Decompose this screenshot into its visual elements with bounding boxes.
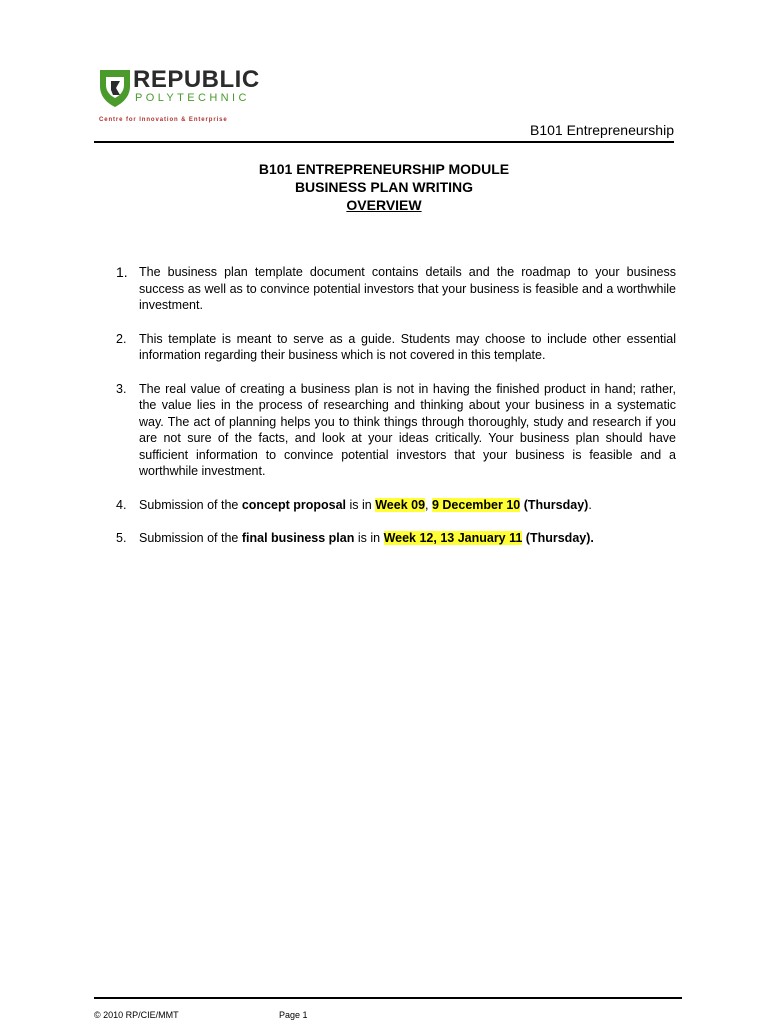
title-line-1: B101 ENTREPRENEURSHIP MODULE — [258, 161, 510, 177]
item-text-mid: is in — [346, 497, 376, 512]
logo-title: REPUBLIC — [133, 66, 260, 93]
logo-tagline: Centre for Innovation & Enterprise — [99, 117, 228, 123]
item-number: 2. — [116, 331, 127, 346]
concept-date-highlight: 9 December 10 — [431, 497, 521, 512]
title-line-2: BUSINESS PLAN WRITING — [294, 179, 474, 195]
list-item — [110, 331, 676, 364]
concept-week-highlight: Week 09 — [375, 497, 426, 512]
item-number: 3. — [116, 381, 127, 396]
item-text: This template is meant to serve as a guide. Students may choose to include other essential information regarding their business which is not covered in this template. — [139, 331, 676, 362]
item-number: 5. — [116, 531, 127, 545]
header-divider — [94, 141, 674, 143]
logo-subtitle: POLYTECHNIC — [135, 92, 250, 104]
item-text: The real value of creating a business plan is not in having the finished product in hand; rather, the value lies in the process of researching and thinking about your business in a systematic way. The act of planning helps you to think things through thoroughly, study and research if you are not sure of the facts, and look at your ideas critically. Your business plan should have sufficient information to convince potential investors that your business is feasible and a worthwhile investment. — [139, 381, 676, 478]
list-item — [110, 497, 676, 514]
footer-page-number: Page 1 — [279, 1010, 308, 1020]
item-text-end: . — [588, 497, 592, 512]
republic-polytechnic-logo — [99, 66, 260, 128]
overview-list — [110, 264, 676, 564]
shield-icon — [99, 68, 131, 108]
document-title — [94, 160, 674, 214]
item-text-pre: Submission of the — [139, 497, 242, 512]
final-day: (Thursday). — [522, 531, 594, 545]
item-text: The business plan template document contains details and the roadmap to your business success as well as to convince potential investors that your business is feasible and a worthwhile investment. — [139, 265, 676, 312]
item-text-mid: is in — [354, 531, 384, 545]
item-text-sep: , — [425, 497, 432, 512]
footer-copyright: © 2010 RP/CIE/MMT — [94, 1010, 179, 1020]
final-date-highlight: Week 12, 13 January 11 — [383, 531, 523, 545]
module-label: B101 Entrepreneurship — [530, 122, 674, 138]
item-text-pre: Submission of the — [139, 531, 242, 545]
footer-divider — [94, 997, 682, 999]
concept-proposal-label: concept proposal — [241, 497, 347, 512]
list-item — [110, 530, 676, 547]
list-item — [110, 264, 676, 314]
list-item — [110, 381, 676, 480]
item-number: 4. — [116, 497, 127, 512]
final-plan-label: final business plan — [241, 531, 355, 545]
item-number: 1. — [116, 264, 128, 280]
title-line-3: OVERVIEW — [346, 197, 422, 213]
concept-day: (Thursday) — [520, 497, 589, 512]
